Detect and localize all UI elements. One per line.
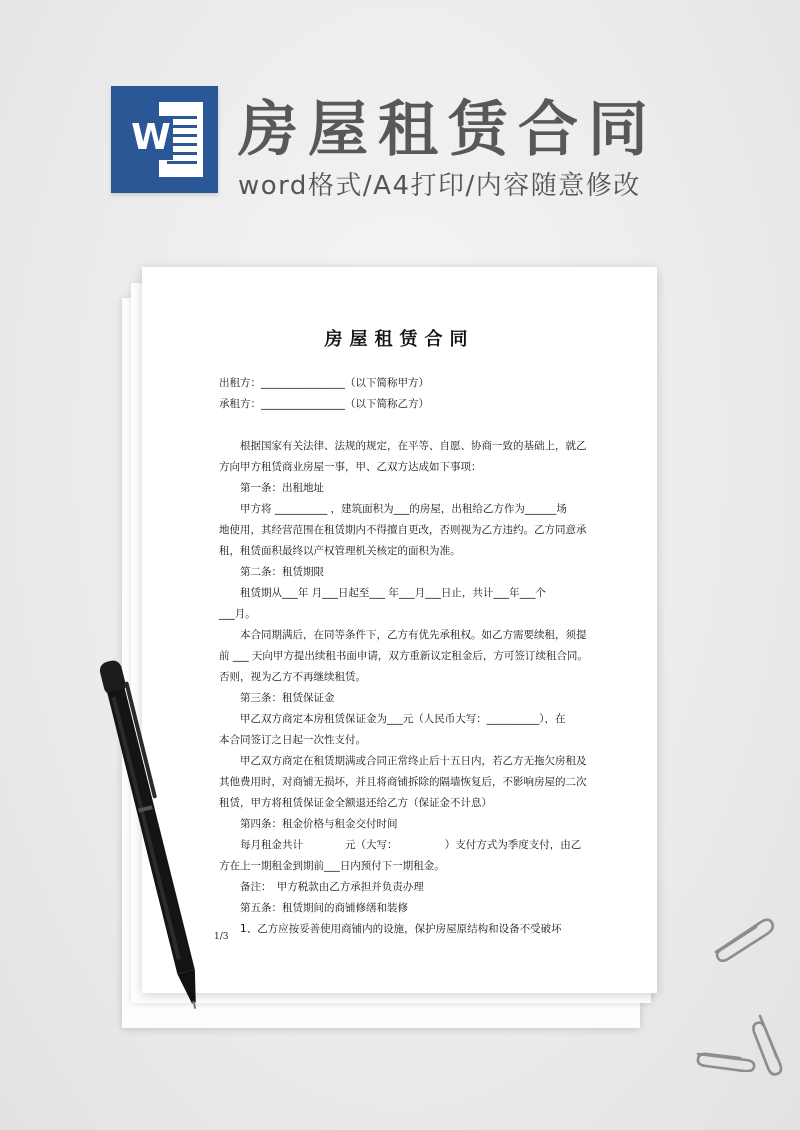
document-line: 第四条：租金价格与租金交付时间 <box>219 818 398 830</box>
pen-icon <box>70 650 220 1040</box>
word-logo-icon <box>111 86 218 193</box>
document-line: 租，租赁面积最终以产权管理机关核定的面积为准。 <box>219 545 461 557</box>
document-line: 出租方：________________（以下简称甲方） <box>219 377 429 389</box>
document-line: 其他费用时，对商铺无损坏，并且将商铺拆除的隔墙恢复后，不影响房屋的二次 <box>219 776 587 788</box>
document-line: 第五条：租赁期间的商铺修缮和装修 <box>219 902 408 914</box>
document-line: 甲方将 __________ ，建筑面积为___的房屋，出租给乙方作为______场 <box>219 503 567 515</box>
document-line: 1、乙方应按妥善使用商铺内的设施，保护房屋原结构和设备不受破坏 <box>219 923 562 935</box>
document-line: 地使用，其经营范围在租赁期内不得擅自更改，否则视为乙方违约。乙方同意承 <box>219 524 587 536</box>
document-line: 租赁期从___年 月___日起至___ 年___月___日止，共计___年___个 <box>219 587 546 599</box>
document-title: 房屋租赁合同 <box>324 329 475 350</box>
document-body <box>219 373 589 940</box>
document-line: 方在上一期租金到期前___日内预付下一期租金。 <box>219 860 445 872</box>
document-line: 第三条：租赁保证金 <box>219 692 335 704</box>
word-logo-letter: W <box>129 116 173 160</box>
document-line: 承租方：________________（以下简称乙方） <box>219 398 429 410</box>
document-blank-line <box>219 415 589 436</box>
document-line: 根据国家有关法律、法规的规定，在平等、自愿、协商一致的基础上，就乙 <box>219 440 587 452</box>
document-line: 本合同签订之日起一次性支付。 <box>219 734 366 746</box>
banner-title: 房屋租赁合同 <box>238 95 658 165</box>
document-line: 甲乙双方商定本房租赁保证金为___元（人民币大写：__________），在 <box>219 713 566 725</box>
document-line: 第一条：出租地址 <box>219 482 324 494</box>
document-line: 第二条：租赁期限 <box>219 566 324 578</box>
paperclip-icon <box>694 1040 758 1072</box>
document-line: 前 ___ 天向甲方提出续租书面申请，双方重新议定租金后，方可签订续租合同。 <box>219 650 588 662</box>
document-line: 每月租金共计 元（大写： ）支付方式为季度支付，由乙 <box>219 839 582 851</box>
paperclip-icon <box>706 912 776 962</box>
document-line: 备注： 甲方税款由乙方承担并负责办理 <box>219 881 424 893</box>
page-number: 1/3 <box>214 932 229 942</box>
banner-subtitle: word格式/A4打印/内容随意修改 <box>238 171 641 201</box>
document-line: 本合同期满后，在同等条件下，乙方有优先承租权。如乙方需要续租，须提 <box>219 629 587 641</box>
document-line: 否则，视为乙方不再继续租赁。 <box>219 671 366 683</box>
document-line: 方向甲方租赁商业房屋一事，甲、乙双方达成如下事项： <box>219 461 482 473</box>
document-line: 甲乙双方商定在租赁期满或合同正常终止后十五日内，若乙方无拖欠房租及 <box>219 755 587 767</box>
document-line: 租赁，甲方将租赁保证金全额退还给乙方（保证金不计息） <box>219 797 492 809</box>
document-line: ___月。 <box>219 608 256 620</box>
